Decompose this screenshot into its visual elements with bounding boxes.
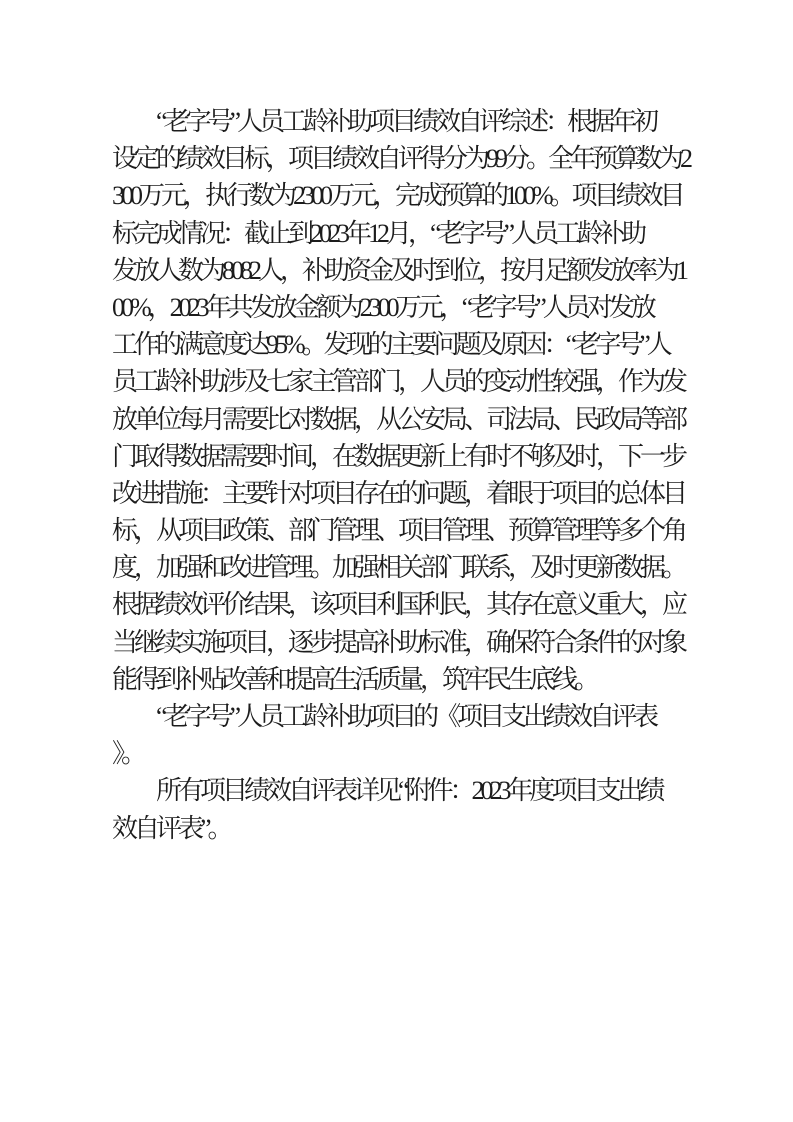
text-line: 放单位每月需要比对数据，从公安局、司法局、民政局等部: [112, 404, 685, 434]
text-line: 300万元，执行数为2300万元，完成预算的100%。项目绩效目: [112, 181, 682, 211]
document-body: [112, 103, 692, 847]
text-line: 度，加强和改进管理。加强相关部门联系，及时更新数据。: [112, 553, 685, 583]
text-line: 00%，2023年共发放金额为2300万元，“老字号”人员对发放: [112, 292, 653, 322]
text-line: 根据绩效评价结果，该项目利国利民，其存在意义重大，应: [112, 590, 685, 620]
text-line: 员工龄补助涉及七家主管部门，人员的变动性较强，作为发: [112, 367, 685, 397]
text-line: “老字号”人员工龄补助项目的《项目支出绩效自评表: [156, 702, 656, 731]
text-line: 工作的满意度达95%。发现的主要问题及原因：“老字号”人: [112, 330, 669, 360]
text-line: 能得到补贴改善和提高生活质量，筑牢民生底线。: [112, 664, 597, 694]
text-line: 所有项目绩效自评表详见“附件：2023年度项目支出绩: [156, 776, 662, 806]
paragraph-attachment-note: [112, 772, 692, 846]
text-line: 》。: [112, 739, 144, 769]
paragraph-performance-self-evaluation-summary: [112, 103, 692, 698]
text-line: “老字号”人员工龄补助项目绩效自评综述：根据年初: [156, 107, 656, 136]
text-line: 门取得数据需要时间，在数据更新上有时不够及时，下一步: [112, 441, 685, 471]
text-line: 改进措施：主要针对项目存在的问题，着眼于项目的总体目: [112, 478, 685, 508]
text-line: 当继续实施项目，逐步提高补助标准，确保符合条件的对象: [112, 627, 685, 657]
text-line: 设定的绩效目标，项目绩效自评得分为99分。全年预算数为2: [112, 144, 690, 174]
text-line: 发放人数为8082人，补助资金及时到位，按月足额发放率为1: [112, 255, 686, 285]
text-line: 标完成情况：截止到2023年12月，“老字号”人员工龄补助: [112, 218, 644, 248]
text-line: 效自评表”。: [112, 813, 230, 843]
paragraph-self-evaluation-table-reference: [112, 698, 692, 772]
text-line: 标，从项目政策、部门管理、项目管理、预算管理等多个角: [112, 516, 685, 546]
